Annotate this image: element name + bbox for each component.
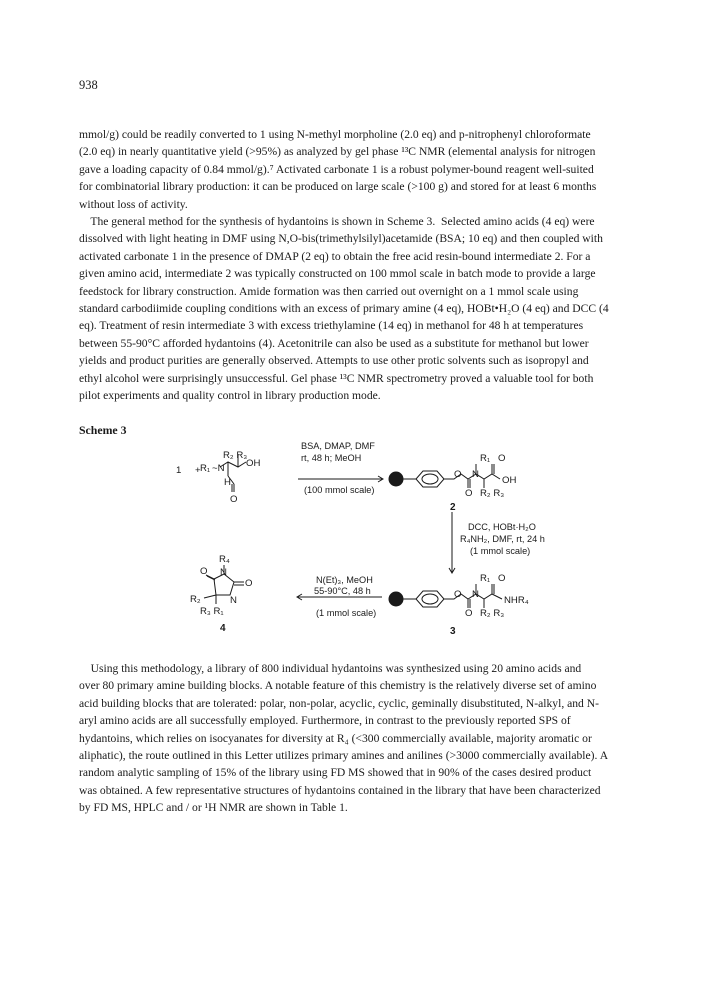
paragraph-2 [79, 660, 645, 817]
svg-text:R₂: R₂ [190, 594, 201, 605]
reaction-scheme [150, 432, 600, 642]
text-line: dissolved with light heating in DMF using N,O-bis(trimethylsilyl)acetamide (BSA; 10 eq) and then coupled with [79, 232, 603, 246]
svg-text:N: N [230, 595, 237, 606]
text-line: aliphatic), the route outlined in this Letter utilizes primary amines and anilines (>3000 commercially available). A [79, 749, 609, 763]
text-line: hydantoins, which relies on isocyanates for diversity at R₄ (<300 commercially available, majority aromatic or [79, 731, 592, 745]
text-line: standard carbodiimide coupling conditions with an excess of primary amine (4 eq), HOBt•H₂O (4 eq) and DCC (4 [79, 302, 609, 316]
svg-text:NHR₄: NHR₄ [504, 595, 529, 606]
compound-number: 4 [220, 623, 226, 634]
text-line: acid building blocks that are tolerated: polar, non-polar, acyclic, cyclic, geminally disubstituted, N-alkyl, and N- [79, 696, 599, 710]
svg-text:OH: OH [246, 458, 261, 469]
svg-text:R₁: R₁ [480, 573, 491, 584]
svg-text:O: O [465, 488, 473, 499]
text-line: ethyl alcohol were surprisingly unsuccessful. Gel phase ¹³C NMR spectrometry proved a valuable tool for both [79, 371, 594, 385]
svg-text:R₁: R₁ [200, 463, 211, 474]
svg-text:R₄: R₄ [219, 554, 230, 565]
text-line: over 80 primary amine building blocks. A notable feature of this chemistry is the relatively diverse set of amino [79, 679, 597, 693]
resin-bead-icon [389, 592, 403, 606]
reactant-number: 1 [176, 465, 182, 476]
svg-text:N: N [220, 567, 227, 578]
svg-text:O: O [465, 608, 473, 619]
text-line: was obtained. A few representative structures of hydantoins contained in the library that have been characterized [79, 783, 601, 797]
plus-sign: + [195, 465, 201, 476]
svg-text:N: N [472, 589, 479, 600]
text-line: Using this methodology, a library of 800 individual hydantoins was synthesized using 20 amino acids and [79, 662, 582, 675]
svg-text:OH: OH [502, 475, 517, 486]
step1-condition: BSA, DMAP, DMF [301, 441, 375, 451]
step3-condition: N(Et)₃, MeOH [316, 575, 373, 585]
resin-bead-icon [389, 472, 403, 486]
svg-text:O: O [454, 589, 462, 600]
svg-text:O: O [245, 578, 253, 589]
svg-text:O: O [498, 573, 506, 584]
svg-text:R₂ R₃: R₂ R₃ [223, 450, 248, 461]
text-line: without loss of activity. [79, 197, 188, 211]
text-line: for combinatorial library production: it can be produced on large scale (>100 g) and stored for at least 6 months [79, 180, 597, 194]
phenyl-ring-icon [416, 471, 444, 487]
text-line: random analytic sampling of 15% of the library using FD MS showed that in 90% of the cases desired product [79, 766, 592, 780]
scheme-label: Scheme 3 [79, 423, 127, 437]
compound-number: 2 [450, 502, 456, 513]
step3-condition: 55-90°C, 48 h [314, 586, 371, 596]
text-line: between 55-90°C afforded hydantoins (4). Acetonitrile can also be used as a substitute for methanol but lower [79, 336, 589, 350]
svg-text:R₂ R₃: R₂ R₃ [480, 488, 505, 499]
text-line: mmol/g) could be readily converted to 1 using N-methyl morpholine (2.0 eq) and p-nitrophenyl chloroformate [79, 128, 591, 141]
text-line: given amino acid, intermediate 2 was typically constructed on 100 mmol scale in batch mode to provide a large [79, 267, 596, 281]
svg-text:~N: ~N [212, 463, 225, 474]
step1-condition: rt, 48 h; MeOH [301, 453, 362, 463]
text-line: aryl amino acids are all successfully employed. Furthermore, in contrast to the previously reported SPS of [79, 714, 571, 728]
svg-text:R₁: R₁ [480, 453, 491, 464]
svg-text:O: O [230, 494, 238, 505]
text-line: pilot experiments and quality control in library production mode. [79, 389, 381, 403]
phenyl-ring-icon [416, 591, 444, 607]
step3-condition: (1 mmol scale) [316, 608, 377, 618]
svg-text:O: O [498, 453, 506, 464]
svg-text:O: O [454, 469, 462, 480]
text-line: activated carbonate 1 in the presence of DMAP (2 eq) to obtain the free acid resin-bound intermediate 2. For a [79, 249, 591, 263]
svg-text:R₂ R₃: R₂ R₃ [480, 608, 505, 619]
text-line: gave a loading capacity of 0.84 mmol/g).⁷ Activated carbonate 1 is a robust polymer-bound reagent well-suited [79, 162, 594, 176]
svg-text:R₃ R₁: R₃ R₁ [200, 606, 224, 617]
text-line: eq). Treatment of resin intermediate 3 with excess triethylamine (14 eq) in methanol for 48 h at temperatures [79, 319, 584, 333]
step1-condition: (100 mmol scale) [304, 485, 375, 495]
text-line: by FD MS, HPLC and / or ¹H NMR are shown in Table 1. [79, 801, 348, 815]
text-line: The general method for the synthesis of hydantoins is shown in Scheme 3. Selected amino acids (4 eq) were [79, 215, 595, 229]
svg-text:O: O [200, 566, 208, 577]
step2-condition: DCC, HOBt·H₂O [468, 522, 536, 532]
paragraph-1 [79, 126, 645, 405]
svg-text:H: H [224, 477, 231, 488]
step2-condition: (1 mmol scale) [470, 546, 531, 556]
compound-number: 3 [450, 626, 456, 637]
svg-text:N: N [472, 469, 479, 480]
text-line: (2.0 eq) in nearly quantitative yield (>95%) as analyzed by gel phase ¹³C NMR (elemental analysis for nitrogen [79, 145, 596, 159]
page-number: 938 [79, 78, 98, 92]
text-line: yields and product purities are generally observed. Attempts to use other protic solvents such as isopropyl and [79, 354, 589, 368]
step2-condition: R₄NH₂, DMF, rt, 24 h [460, 534, 545, 544]
text-line: feedstock for library construction. Amide formation was then carried out overnight on a 1 mmol scale using [79, 284, 579, 298]
